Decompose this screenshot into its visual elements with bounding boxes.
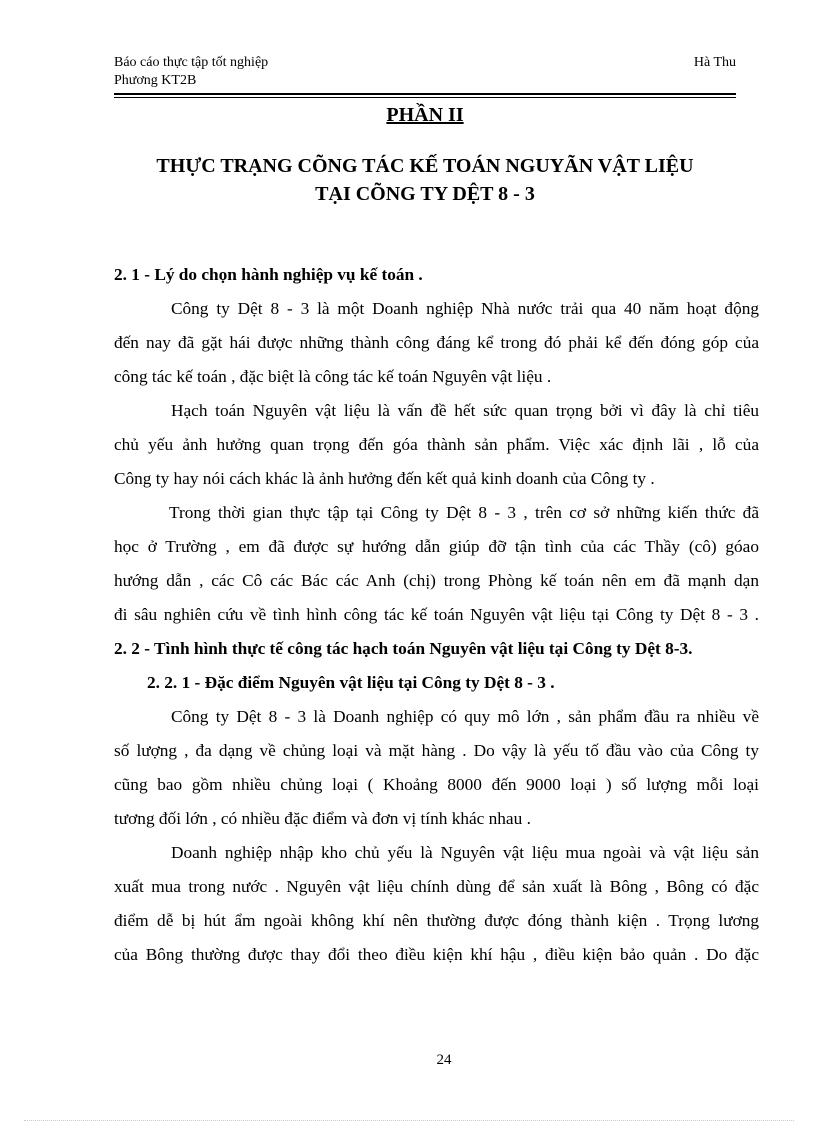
text-line: Doanh nghiệp nhập kho chủ yếu là Nguyên vật liệu mua ngoài và vật liệu sản	[171, 843, 759, 862]
text-line: đến nay đã gặt hái được những thành công đáng kể trong đó phải kể đến đóng góp của	[114, 333, 759, 352]
chapter-title-line: THỰC TRẠNG CÕNG TÁC KẾ TOÁN NGUYÃN VẬT LIỆU	[156, 155, 694, 177]
document-body	[114, 258, 759, 972]
text-line: chủ yếu ảnh hưởng quan trọng đến góa thành sản phẩm. Việc xác định lãi , lỗ của	[114, 435, 759, 454]
text-line: hướng dẫn , các Cô các Bác các Anh (chị) trong Phòng kế toán nên em đã mạnh dạn	[114, 571, 759, 590]
header-report-title: Báo cáo thực tập tốt nghiệp	[114, 55, 269, 70]
text-line: điểm dễ bị hút ẩm ngoài không khí nên thường được đóng thành kiện . Trọng lương	[114, 911, 759, 930]
chapter-title	[114, 152, 736, 208]
text-line: số lượng , đa dạng về chủng loại và mặt hàng . Do vậy là yếu tố đầu vào của Công ty	[114, 741, 759, 760]
text-line: Công ty Dệt 8 - 3 là Doanh nghiệp có quy mô lớn , sản phẩm đầu ra nhiều về	[171, 707, 759, 726]
page-number: 24	[436, 1052, 452, 1068]
section-heading-2-1: 2. 1 - Lý do chọn hành nghiệp vụ kế toán .	[114, 265, 423, 284]
text-line: học ở Trường , em đã được sự hướng dẫn giúp đỡ tận tình của các Thầy (cô) góao	[114, 537, 759, 556]
header-rule-thin	[114, 97, 736, 98]
header-class: Phương KT2B	[114, 73, 197, 88]
page-bottom-divider	[24, 1120, 794, 1121]
subsection-heading-2-2-1: 2. 2. 1 - Đặc điểm Nguyên vật liệu tại Công ty Dệt 8 - 3 .	[147, 673, 555, 692]
part-heading: PHẦN II	[386, 104, 464, 126]
text-line: công tác kế toán , đặc biệt là công tác kế toán Nguyên vật liệu .	[114, 367, 552, 386]
text-line: của Bông thường được thay đổi theo điều kiện khí hậu , điều kiện bảo quản . Do đặc	[114, 945, 759, 964]
text-line: xuất mua trong nước . Nguyên vật liệu chính dùng để sản xuất là Bông , Bông có đặc	[114, 877, 759, 896]
text-line: Công ty hay nói cách khác là ảnh hưởng đến kết quả kinh doanh của Công ty .	[114, 469, 655, 488]
text-line: đi sâu nghiên cứu về tình hình công tác kế toán Nguyên vật liệu tại Công ty Dệt 8 - 3 .	[114, 605, 759, 624]
text-line: cũng bao gồm nhiều chủng loại ( Khoảng 8000 đến 9000 loại ) số lượng mỗi loại	[114, 775, 759, 794]
text-line: Công ty Dệt 8 - 3 là một Doanh nghiệp Nhà nước trải qua 40 năm hoạt động	[171, 299, 759, 318]
text-line: Trong thời gian thực tập tại Công ty Dệt 8 - 3 , trên cơ sở những kiến thức đã	[169, 503, 759, 522]
page-header	[114, 54, 736, 90]
section-heading-2-2: 2. 2 - Tình hình thực tế công tác hạch toán Nguyên vật liệu tại Công ty Dệt 8-3.	[114, 639, 693, 658]
text-line: tương đối lớn , có nhiều đặc điểm và đơn vị tính khác nhau .	[114, 809, 531, 828]
header-author: Hà Thu	[693, 55, 736, 70]
text-line: Hạch toán Nguyên vật liệu là vấn đề hết sức quan trọng bởi vì đây là chỉ tiêu	[171, 401, 759, 420]
header-rule-thick	[114, 93, 736, 95]
chapter-title-line: TẠI CÕNG TY DỆT 8 - 3	[315, 183, 535, 205]
